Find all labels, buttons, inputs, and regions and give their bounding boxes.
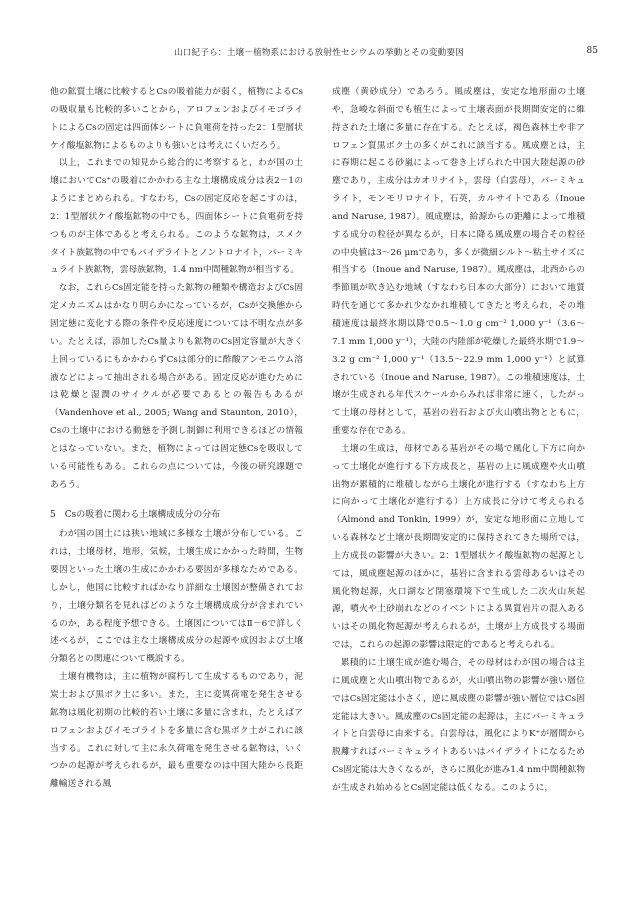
paragraph: 以上，これまでの知見から総合的に考察すると，わが国の土壌においてCs⁺の吸着にかかわる主な土壌構成成分は表2－1のようにまとめられる。すなわち，Csの固定反応を起こすのは，2：1型層状ケイ酸塩鉱物の中でも，四面体シートに負電荷を持つものが主体であると考えられる。このような鉱物は，スメクタイト族鉱物の中でもバイデライトとノントロナイト，バーミキュライト族鉱物，雲母族鉱物，1.4 nm中間種鉱物が相当する。 (50, 158, 303, 276)
paragraph: なお，これらCs固定能を持った鉱物の種類や構造およびCs固定メカニズムはかなり明らかになっているが，Csが交換態から固定態に変化する際の条件や反応速度については不明な点が多い。たとえば，添加したCs量よりも鉱物のCs固定容量が大きく上回っているにもかかわらずCsは部分的に酢酸アンモニウム溶液などによって抽出される場合がある。固定反応が進むためには乾燥と湿潤のサイクルが必要であるとの報告もあるが（Vandenhove et al., 2005; Wang and Staunton, 2010），Csの土壌中における動態を予測し制御に利用できるほどの情報とはなっていない。また，植物によっては固定態Csを吸収している可能性もある。これらの点については，今後の研究課題であろう。 (50, 283, 303, 490)
running-title: 山口紀子ら：土壌－植物系における放射性セシウムの挙動とその変動要因 (173, 48, 465, 58)
paragraph: 土壌有機物は，主に植物が腐朽して生成するものであり，泥炭土および黒ボク土に多い。また，主に変異荷電を発生させる鉱物は風化初期の比較的若い土壌に多量に含まれ，たとえばアロフェンおよびイモゴライトを多量に含む黒ボク土がこれに該当する。これに対して主に永久荷電を発生させる鉱物は，いくつかの起源が考えられるが，最も重要なのは中国大陸から長距離輸送される風 (50, 672, 303, 790)
running-head (0, 46, 638, 62)
section-heading: 5 Csの吸着に関わる土壌構成成分の分布 (50, 510, 221, 521)
paragraph: 他の鉱質土壌に比較するとCsの吸着能力が弱く，植物によるCsの吸収量も比較的多いことから，アロフェンおよびイモゴライトによるCsの固定は四面体シートに負電荷を持った2：1型層状ケイ酸塩鉱物によるものよりも強いとは考えにくいだろう。 (50, 87, 303, 151)
page-number: 85 (586, 46, 598, 56)
paragraph: 成塵（黄砂成分）であろう。風成塵は，安定な地形面の土壌や，急峻な斜面でも植生によって土壌表面が長期間安定的に維持された土壌に多量に存在する。たとえば，褐色森林土や非アロフェン質黒ボク土の多くがこれに該当する。風成塵とは，主に春期に起こる砂嵐によって巻き上げられた中国大陸起源の砂塵であり，主成分はカオリナイト，雲母（白雲母），バーミキュライト，モンモリロナイト，石英，カルサイトである（Inoue and Naruse, 1987）。風成塵は，給源からの距離によって堆積する成分の粒径が異なるが，日本に降る風成塵の場合その粒径の中央値は3～26 μmであり，多くが微細シルト～粘土サイズに相当する（Inoue and Naruse, 1987）。風成塵は，北西からの季節風が吹き込む地域（すなわち日本の大部分）において地質時代を通じて多かれ少なかれ堆積してきたと考えられ，その堆積速度は最終氷期以降で0.5～1.0 g cm⁻² 1,000 y⁻¹（3.6～7.1 mm 1,000 y⁻¹），大陸の内陸部が乾燥した最終氷期で1.9～3.2 g cm⁻² 1,000 y⁻¹（13.5～22.9 mm 1,000 y⁻¹）と試算されている（Inoue and Naruse, 1987）。この堆積速度は，土壌が生成される年代スケールからみれば非常に速く，したがって土壌の母材として，基岩の岩石および火山噴出物とともに，重要な存在である。 (332, 87, 585, 437)
right-column (332, 84, 585, 798)
left-column (50, 84, 303, 794)
paragraph: わが国の国土には狭い地域に多様な土壌が分布している。これは，土壌母材，地形，気候，土壌生成にかかった時間，生物要因といった土壌の生成にかかわる要因が多様なためである。しかし，他国に比較すればかなり詳細な土壌図が整備されており，土壌分類名を見ればどのような土壌構成成分が含まれているのか，ある程度予想できる。土壌図についてはⅡ－6で詳しく述べるが，ここでは主な土壌構成成分の起源や成因および土壌分類名との関連について概説する。 (50, 529, 303, 665)
paragraph: 土壌の生成は，母材である基岩がその場で風化し下方に向かって土壌化が進行する下方成長と，基岩の上に風成塵や火山噴出物が累積的に堆積しながら土壌化が進行する（すなわち上方に向かって土壌化が進行する）上方成長に分けて考えられる（Almond and Tonkin, 1999）が，安定な地形面に立地している森林など土壌が長期間安定的に保持されてきた場所では，上方成長の影響が大きい。2：1型層状ケイ酸塩鉱物の起源としては，風成塵起源のほかに，基岩に含まれる雲母あるいはその風化物起源，火口湖など閉塞環境下で生成した二次火山灰起源，噴火や土砂崩れなどのイベントによる異質岩片の混入あるいはその風化物起源が考えられるが，土壌が上方成長する場面では，これらの起源の影響は限定的であると考えられる。 (332, 443, 585, 651)
paragraph: 累積的に土壌生成が進む場合，その母材はわが国の場合は主に風成塵と火山噴出物であるが，火山噴出物の影響が強い層位ではCs固定能は小さく，逆に風成塵の影響が強い層位ではCs固定能は大きい。風成塵のCs固定能の起源は，主にバーミキュライトと白雲母に由来する。白雲母は，風化によりK⁺が層間から脱離すればバーミキュライトあるいはバイデライトになるためCs固定能は大きくなるが，さらに風化が進み1.4 nm中間種鉱物が生成され始めるとCs固定能は低くなる。このように， (332, 658, 585, 793)
